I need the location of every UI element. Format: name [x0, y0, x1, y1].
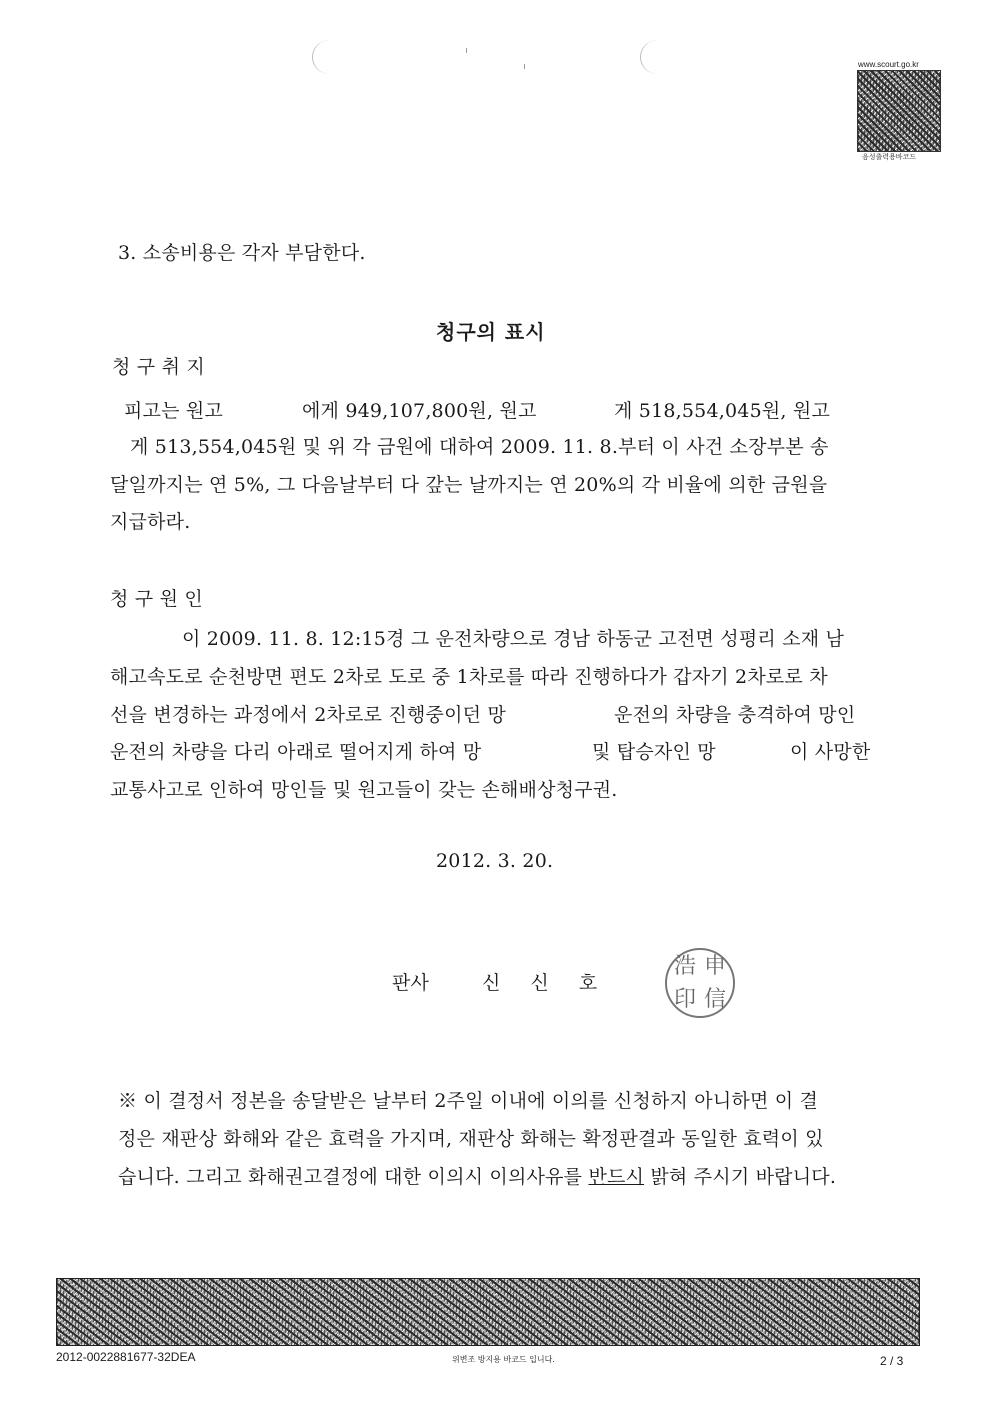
notice-emphasis: 반드시 — [588, 1166, 645, 1188]
anti-forgery-barcode — [56, 1278, 920, 1346]
barcode-note: 위변조 방지용 바코드 입니다. — [452, 1355, 555, 1364]
purpose-line-1c: 게 518,554,045원, 원고 — [614, 400, 831, 422]
purpose-line-1a: 피고는 원고 — [124, 400, 224, 422]
scan-mark — [524, 64, 525, 69]
doc-number: 2012-0022881677-32DEA — [56, 1350, 196, 1364]
claim-cause-label: 청 구 원 인 — [110, 588, 203, 610]
page-number: 2 / 3 — [880, 1354, 904, 1368]
punch-hole-right — [640, 40, 675, 74]
notice-line-2: 정은 재판상 화해와 같은 효력을 가지며, 재판상 화해는 확정판결과 동일한 효력이 있 — [118, 1128, 824, 1150]
purpose-line-3: 달일까지는 연 5%, 그 다음날부터 다 갚는 날까지는 연 20%의 각 비율에 의한 금원을 — [110, 474, 828, 496]
seal-char: 信 — [703, 986, 726, 1012]
cause-line-2: 해고속도로 순천방면 편도 2차로 도로 중 1차로를 따라 진행하다가 갑자기 2차로로 차 — [110, 666, 828, 688]
voice-output-barcode — [857, 70, 941, 152]
seal-char: 申 — [703, 953, 726, 979]
notice-line-3 — [118, 1162, 836, 1189]
cause-line-3a: 선을 변경하는 과정에서 2차로로 진행중이던 망 — [110, 704, 507, 726]
cause-line-4a: 운전의 차량을 다리 아래로 떨어지게 하여 망 — [110, 741, 482, 763]
cause-line-5: 교통사고로 인하여 망인들 및 원고들이 갖는 손해배상청구권. — [110, 779, 618, 801]
line-3: 3. 소송비용은 각자 부담한다. — [118, 242, 366, 264]
judge-seal — [665, 948, 735, 1018]
site-url: www.scourt.go.kr — [858, 60, 919, 69]
judge-title: 판사 — [392, 972, 430, 994]
seal-char: 浩 — [673, 953, 696, 979]
cause-line-4b: 및 탑승자인 망 — [592, 741, 716, 763]
cause-line-3b: 운전의 차량을 충격하여 망인 — [614, 704, 856, 726]
punch-hole-left — [312, 40, 347, 74]
barcode-caption: 음성출력용바코드 — [862, 153, 917, 161]
section-title: 청구의 표시 — [436, 320, 546, 344]
notice-line-3c: 밝혀 주시기 바랍니다. — [650, 1166, 837, 1188]
scan-mark — [466, 48, 467, 53]
purpose-line-4: 지급하라. — [110, 511, 191, 533]
purpose-line-1b: 에게 949,107,800원, 원고 — [302, 400, 537, 422]
notice-line-1: ※ 이 결정서 정본을 송달받은 날부터 2주일 이내에 이의를 신청하지 아니하면 이 결 — [118, 1090, 819, 1112]
cause-line-4c: 이 사망한 — [790, 741, 871, 763]
decision-date: 2012. 3. 20. — [436, 850, 554, 872]
judge-name: 신 신 호 — [482, 972, 610, 994]
claim-purpose-label: 청 구 취 지 — [112, 356, 205, 378]
notice-line-3a: 습니다. 그리고 화해권고결정에 대한 이의시 이의사유를 — [118, 1166, 583, 1188]
purpose-line-2: 게 513,554,045원 및 위 각 금원에 대하여 2009. 11. 8.부터 이 사건 소장부본 송 — [130, 436, 829, 458]
seal-char: 印 — [673, 986, 696, 1012]
cause-line-1: 이 2009. 11. 8. 12:15경 그 운전차량으로 경남 하동군 고전면 성평리 소재 남 — [182, 628, 845, 650]
